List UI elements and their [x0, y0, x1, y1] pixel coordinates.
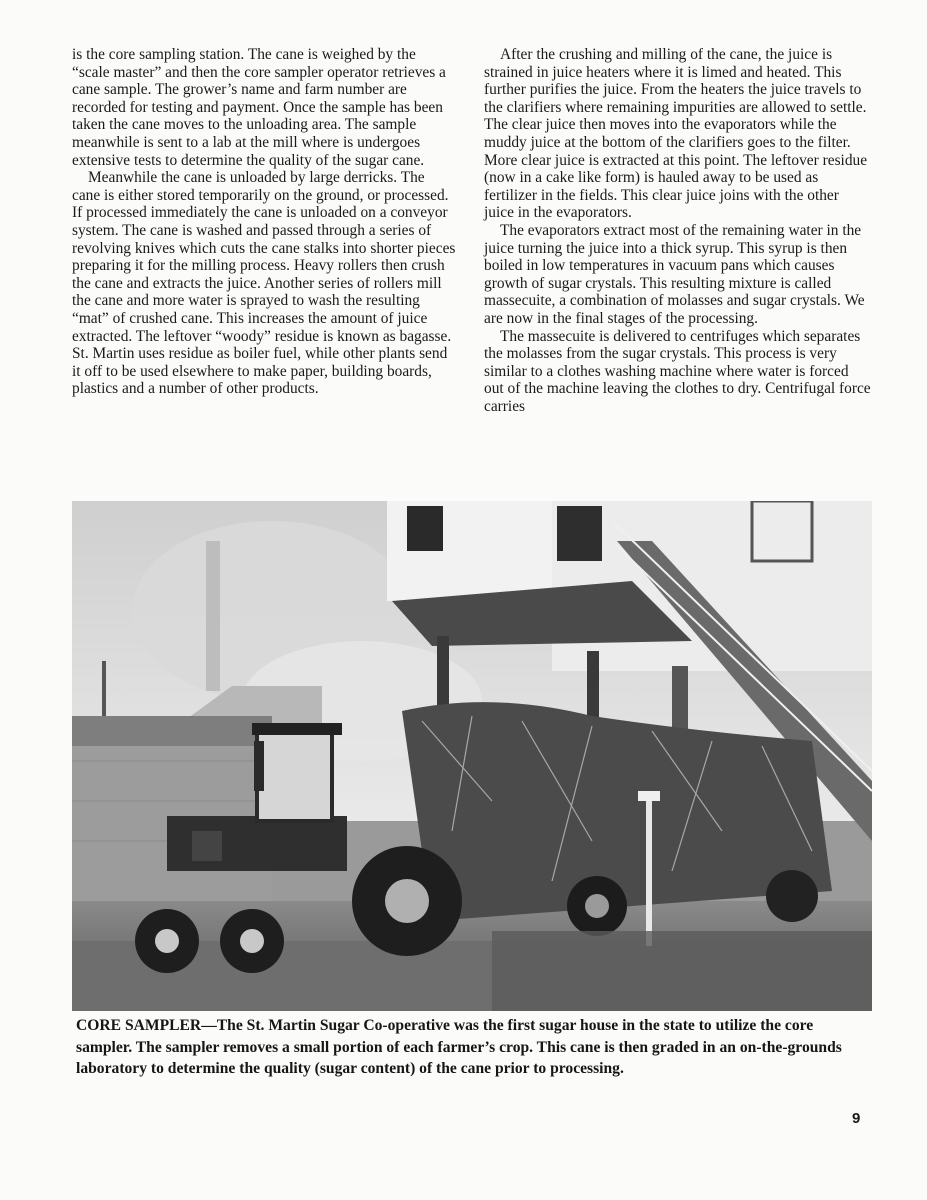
paragraph: Meanwhile the cane is unloaded by large derricks. The cane is either stored temporarily on the ground, or processed. If processed immediately the cane is unloaded on a conveyor system. The cane is washed and passed through a series of revolving knives which cuts the cane stalks into shorter pieces preparing it for the milling process. Heavy rollers then crush the cane and extracts the juice. Another series of rollers mill the cane and more water is sprayed to wash the resulting “mat” of crushed cane. This increases the amount of juice extracted. The leftover “woody” residue is known as bagasse. St. Martin uses residue as boiler fuel, while other plants send it off to be used elsewhere to make paper, building boards, plastics and a number of other products. [72, 169, 456, 398]
grass [492, 931, 872, 1011]
paragraph: The massecuite is delivered to centrifuges which separates the molasses from the sugar crystals. This process is very similar to a clothes washing machine where water is forced out of the machine leaving the clothes to dry. Centrifugal force carries [484, 327, 871, 415]
paragraph: is the core sampling station. The cane is weighed by the “scale master” and then the core sampler operator retrieves a cane sample. The grower’s name and farm number are recorded for testing and payment. Once the sample has been taken the cane moves to the unloading area. The sample meanwhile is sent to a lab at the mill where is undergoes extensive tests to determine the quality of the sugar cane. [72, 46, 446, 169]
page-number: 9 [852, 1110, 861, 1127]
paragraph: After the crushing and milling of the cane, the juice is strained in juice heaters where it is limed and heated. This further purifies the juice. From the heaters the juice travels to the clarifiers where remaining impurities are allowed to settle. The clear juice then moves into the evaporators while the muddy juice at the bottom of the clarifiers goes to the filter. More clear juice is extracted at this point. The leftover residue (now in a cake like form) is hauled away to be used as fertilizer in the fields. This clear juice joins with the other juice in the evaporators. [484, 46, 868, 222]
core-sampler-photo [72, 501, 872, 1011]
photo-caption: CORE SAMPLER—The St. Martin Sugar Co-operative was the first sugar house in the state to utilize the core sampler. The sampler removes a small portion of each farmer’s crop. This cane is then graded in an on-the-grounds laboratory to determine the quality (sugar content) of the cane prior to processing. [76, 1017, 842, 1077]
sampler-post [646, 796, 652, 946]
paragraph: The evaporators extract most of the remaining water in the juice turning the juice into a thick syrup. This syrup is then boiled in low temperatures in vacuum pans which causes growth of sugar crystals. This resulting mixture is called massecuite, a combination of molasses and sugar crystals. We are now in the final stages of the processing. [484, 221, 865, 327]
smokestack [206, 541, 220, 691]
left-text-column [72, 46, 456, 398]
right-text-column [484, 46, 872, 415]
window [407, 506, 443, 551]
